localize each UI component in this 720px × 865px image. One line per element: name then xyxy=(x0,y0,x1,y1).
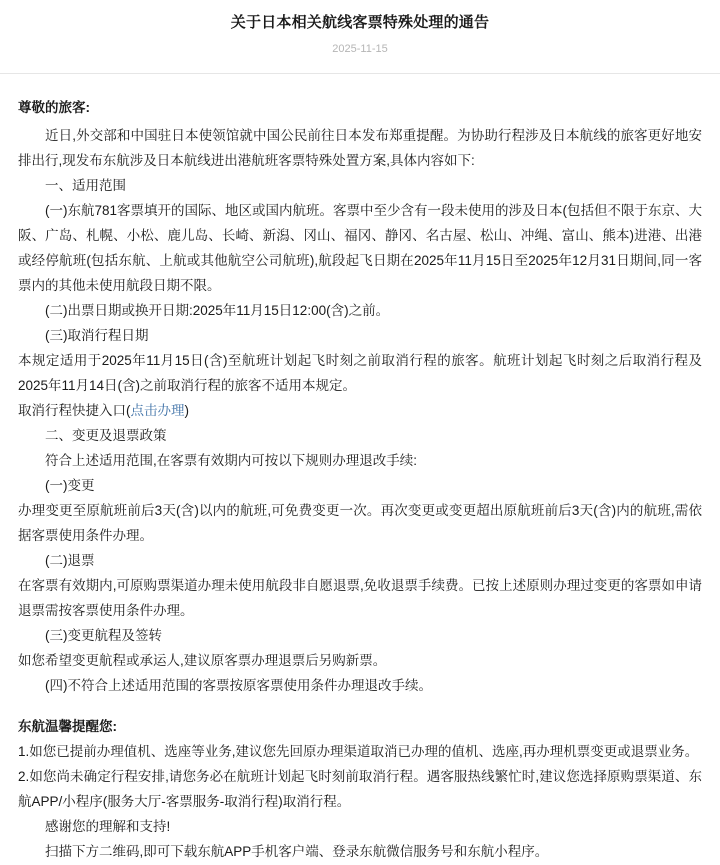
salutation: 尊敬的旅客: xyxy=(18,99,90,115)
policy-2-body: 在客票有效期内,可原购票渠道办理未使用航段非自愿退票,免收退票手续费。已按上述原则办理过变更的客票如申请退票需按客票使用条件办理。 xyxy=(18,577,702,618)
cancel-trip-link[interactable]: 点击办理 xyxy=(130,403,185,419)
section-2-title: 二、变更及退票政策 xyxy=(45,428,167,444)
section-2-intro: 符合上述适用范围,在客票有效期内可按以下规则办理退改手续: xyxy=(45,453,418,469)
reminder-title: 东航温馨提醒您: xyxy=(18,718,117,734)
scope-item-2: (二)出票日期或换开日期:2025年11月15日12:00(含)之前。 xyxy=(45,303,390,319)
page-title: 关于日本相关航线客票特殊处理的通告 xyxy=(230,14,490,31)
section-1-title: 一、适用范围 xyxy=(45,178,126,194)
section-spacer xyxy=(18,699,702,715)
scope-item-1: (一)东航781客票填开的国际、地区或国内航班。客票中至少含有一段未使用的涉及日本(包括但不限于东京、大阪、广岛、札幌、小松、鹿儿岛、长崎、新潟、冈山、福冈、静冈、名古屋、松山、冲绳、富山、熊本)进港、出港或经停航班(包括东航、上航或其他航空公司航班),航段起飞日期在2025年11月15日至2025年12月31日期间,同一客票内的其他未使用航段日期不限。 xyxy=(18,203,703,294)
reminder-item-1: 1.如您已提前办理值机、选座等业务,建议您先回原办理渠道取消已办理的值机、选座,再办理机票变更或退票业务。 xyxy=(18,743,699,759)
qrcode-note: 扫描下方二维码,即可下载东航APP手机客户端、登录东航微信服务号和东航小程序。 xyxy=(45,843,549,859)
quick-entry-tail: ) xyxy=(184,403,189,419)
scope-item-3: (三)取消行程日期 xyxy=(45,328,149,344)
intro-paragraph: 近日,外交部和中国驻日本使领馆就中国公民前往日本发布郑重提醒。为协助行程涉及日本航线的旅客更好地安排出行,现发布东航涉及日本航线进出港航班客票特殊处置方案,具体内容如下: xyxy=(18,128,702,169)
document-header xyxy=(0,0,720,65)
quick-entry-label: 取消行程快捷入口( xyxy=(18,403,131,419)
policy-1-title: (一)变更 xyxy=(45,478,95,494)
policy-3-title: (三)变更航程及签转 xyxy=(45,627,162,643)
document-body xyxy=(0,74,720,865)
scope-item-3-body: 本规定适用于2025年11月15日(含)至航班计划起飞时刻之前取消行程的旅客。航班计划起飞时刻之后取消行程及2025年11月14日(含)之前取消行程的旅客不适用本规定。 xyxy=(18,353,702,394)
publish-date: 2025-11-15 xyxy=(332,42,388,55)
quick-entry-line xyxy=(18,399,702,424)
policy-2-title: (二)退票 xyxy=(45,552,95,568)
policy-4-body: (四)不符合上述适用范围的客票按原客票使用条件办理退改手续。 xyxy=(45,677,432,693)
policy-3-body: 如您希望变更航程或承运人,建议原客票办理退票后另购新票。 xyxy=(18,652,387,668)
policy-1-body: 办理变更至原航班前后3天(含)以内的航班,可免费变更一次。再次变更或变更超出原航班前后3天(含)内的航班,需依据客票使用条件办理。 xyxy=(18,503,702,543)
thanks-line: 感谢您的理解和支持! xyxy=(45,818,171,834)
reminder-item-2: 2.如您尚未确定行程安排,请您务必在航班计划起飞时刻前取消行程。遇客服热线繁忙时,建议您选择原购票渠道、东航APP/小程序(服务大厅-客票服务-取消行程)取消行程。 xyxy=(18,768,702,809)
